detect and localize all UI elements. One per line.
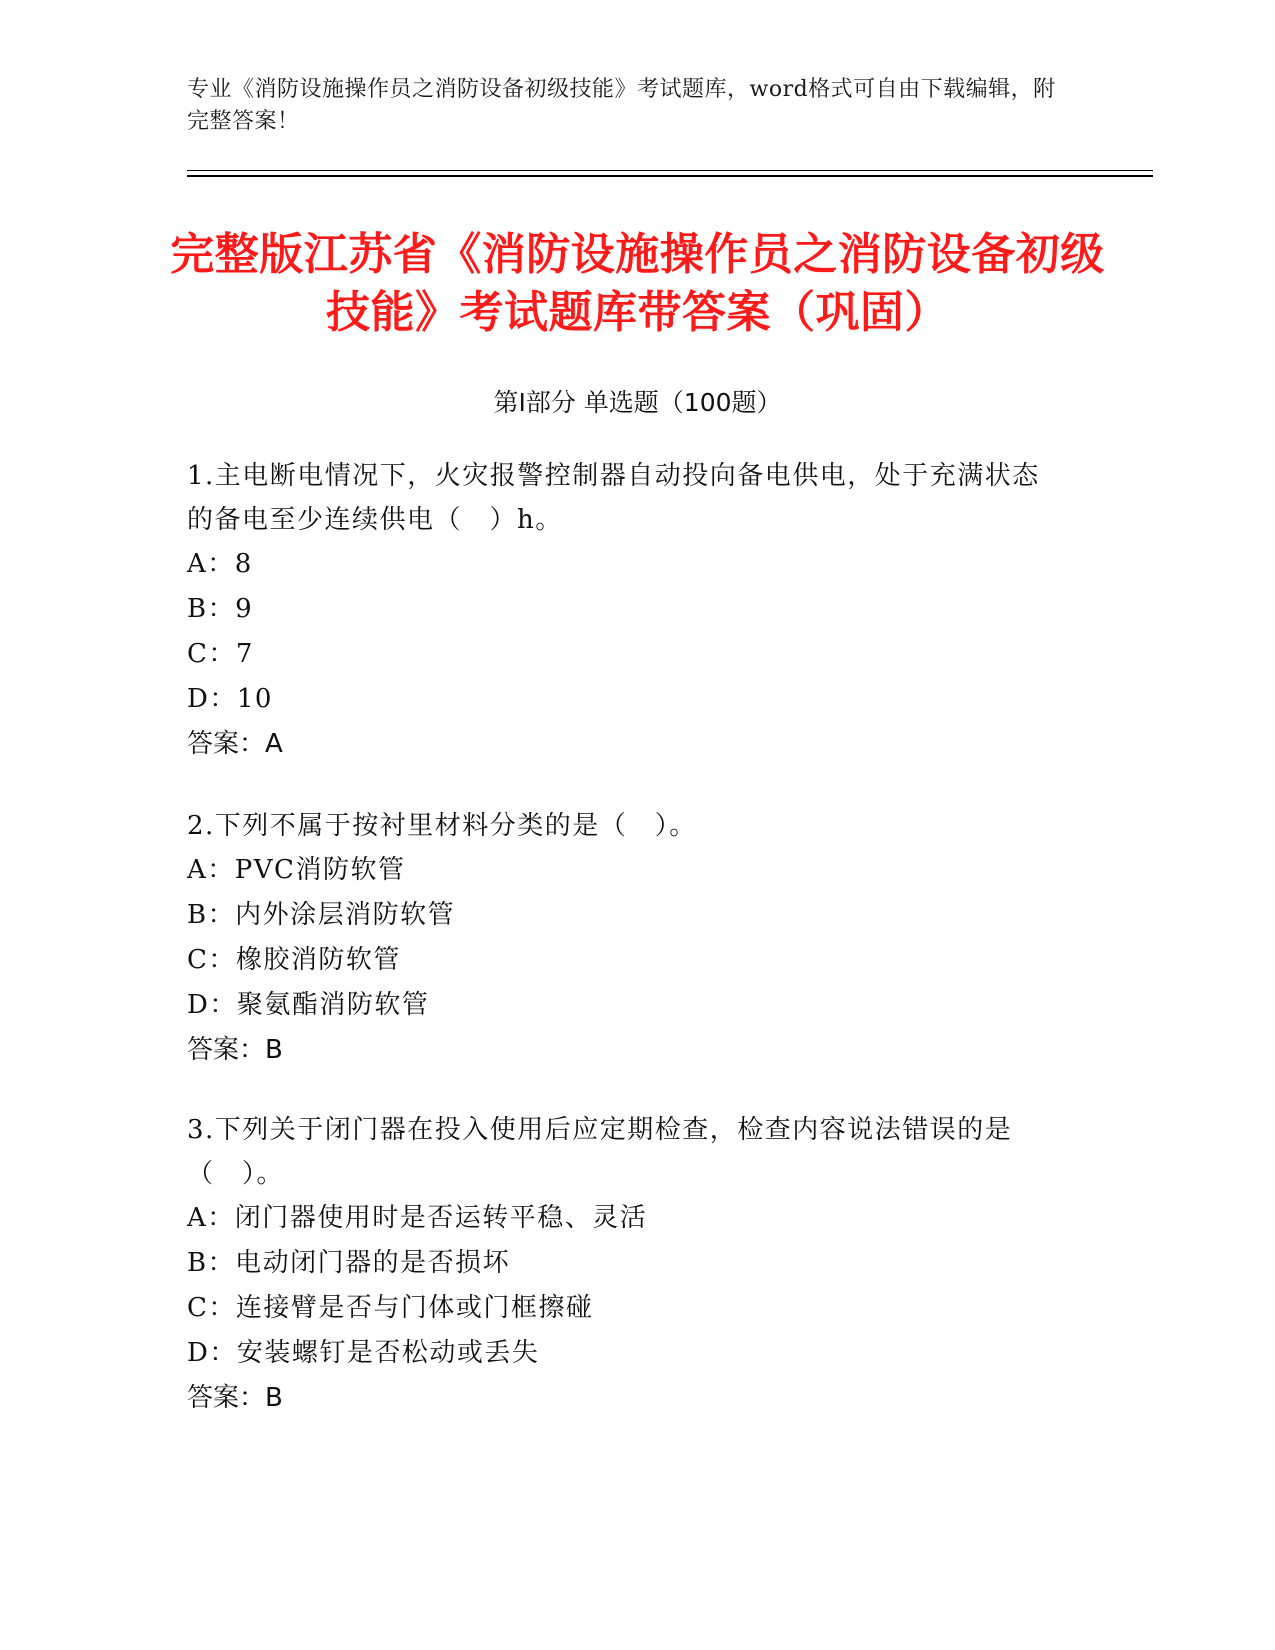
option-d: D：聚氨酯消防软管 — [187, 990, 430, 1020]
document-title: 完整版江苏省《消防设施操作员之消防设备初级技能》考试题库带答案（巩固） — [170, 229, 1105, 338]
option-d: D：10 — [187, 684, 273, 714]
question-stem: 1.主电断电情况下，火灾报警控制器自动投向备电供电，处于充满状态的备电至少连续供电（ ）h。 — [187, 461, 1040, 535]
section-title: 第I部分 单选题（100题） — [493, 388, 782, 417]
question-2 — [187, 804, 1067, 1073]
option-a: A：8 — [187, 549, 253, 579]
header-divider-thin — [187, 170, 1153, 171]
question-3 — [187, 1108, 1067, 1421]
header-divider-thick — [187, 175, 1153, 177]
question-stem: 3.下列关于闭门器在投入使用后应定期检查，检查内容说法错误的是（ ）。 — [187, 1115, 1013, 1189]
option-b: B：电动闭门器的是否损坏 — [187, 1248, 511, 1278]
question-1 — [187, 454, 1067, 767]
answer-line: 答案：B — [187, 1035, 283, 1065]
answer-line: 答案：B — [187, 1383, 283, 1413]
option-c: C：橡胶消防软管 — [187, 945, 401, 975]
header-note: 专业《消防设施操作员之消防设备初级技能》考试题库，word格式可自由下载编辑，附完整答案！ — [187, 77, 1056, 134]
answer-line: 答案：A — [187, 729, 283, 759]
option-b: B：内外涂层消防软管 — [187, 900, 456, 930]
option-a: A：闭门器使用时是否运转平稳、灵活 — [187, 1203, 648, 1233]
question-stem: 2.下列不属于按衬里材料分类的是（ ）。 — [187, 811, 697, 841]
option-c: C：连接臂是否与门体或门框擦碰 — [187, 1293, 594, 1323]
option-b: B：9 — [187, 594, 254, 624]
option-a: A：PVC消防软管 — [187, 855, 406, 885]
option-c: C：7 — [187, 639, 254, 669]
option-d: D：安装螺钉是否松动或丢失 — [187, 1338, 540, 1368]
